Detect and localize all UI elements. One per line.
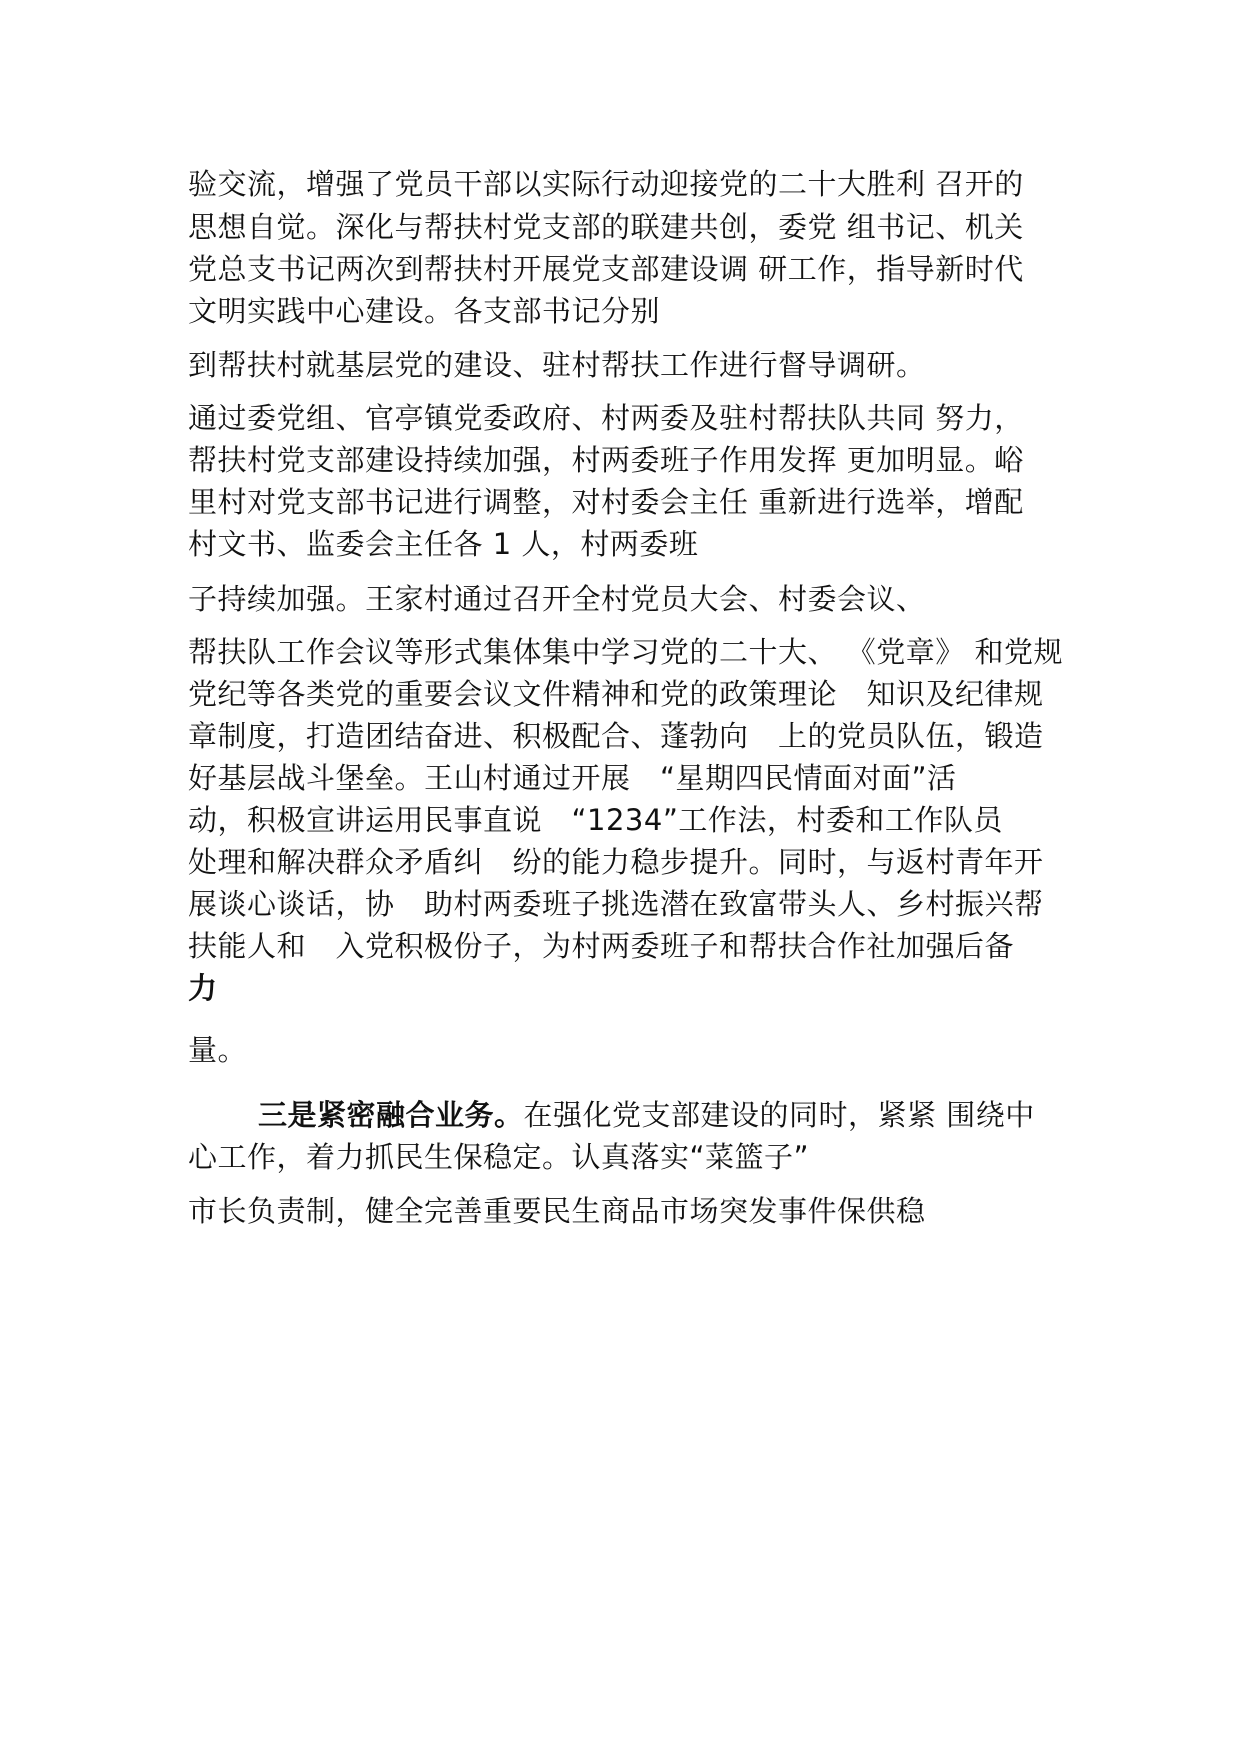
- body-text-line: 扶能人和 入党积极份子，为村两委班子和帮扶合作社加强后备: [188, 929, 1015, 963]
- body-text-line: 帮扶队工作会议等形式集体集中学习党的二十大、 《党章》 和党规: [188, 635, 1063, 669]
- paragraph-heading: 三是紧密融合业务。: [258, 1098, 524, 1132]
- body-text-line: 章制度，打造团结奋进、积极配合、蓬勃向 上的党员队伍，锻造: [188, 719, 1044, 753]
- paragraph-heading-line: [258, 1097, 1088, 1133]
- body-text-line: 里村对党支部书记进行调整，对村委会主任 重新进行选举，增配: [188, 485, 1024, 519]
- body-text-line: 处理和解决群众矛盾纠 纷的能力稳步提升。同时，与返村青年开: [188, 845, 1044, 879]
- body-text-line: 帮扶村党支部建设持续加强，村两委班子作用发挥 更加明显。峪: [188, 443, 1024, 477]
- body-text-line: 通过委党组、官亭镇党委政府、村两委及驻村帮扶队共同 努力，: [188, 401, 1024, 435]
- body-text-line: 村文书、监委会主任各 1 人，村两委班: [188, 527, 699, 561]
- body-text-line: 展谈心谈话，协 助村两委班子挑选潜在致富带头人、乡村振兴帮: [188, 887, 1044, 921]
- body-text-line: 验交流，增强了党员干部以实际行动迎接党的二十大胜利 召开的: [188, 167, 1024, 201]
- body-text-line: 心工作，着力抓民生保稳定。认真落实“菜篮子”: [188, 1140, 810, 1174]
- paragraph-heading-rest: 在强化党支部建设的同时，紧紧 围绕中: [523, 1098, 1035, 1132]
- body-text-line: 力: [188, 971, 218, 1005]
- body-text-line: 文明实践中心建设。各支部书记分别: [188, 294, 661, 328]
- body-text-line: 子持续加强。王家村通过召开全村党员大会、村委会议、: [188, 582, 926, 616]
- body-text-line: 量。: [188, 1033, 248, 1067]
- body-text-line: 思想自觉。深化与帮扶村党支部的联建共创，委党 组书记、机关: [188, 210, 1024, 244]
- body-text-line: 好基层战斗堡垒。王山村通过开展 “星期四民情面对面”活: [188, 761, 957, 795]
- body-text-line: 党总支书记两次到帮扶村开展党支部建设调 研工作，指导新时代: [188, 252, 1024, 286]
- body-text-line: 到帮扶村就基层党的建设、驻村帮扶工作进行督导调研。: [188, 348, 926, 382]
- body-text-line: 市长负责制，健全完善重要民生商品市场突发事件保供稳: [188, 1194, 926, 1228]
- body-text-line: 动，积极宣讲运用民事直说 “1234”工作法，村委和工作队员: [188, 803, 1003, 837]
- body-text-line: 党纪等各类党的重要会议文件精神和党的政策理论 知识及纪律规: [188, 677, 1044, 711]
